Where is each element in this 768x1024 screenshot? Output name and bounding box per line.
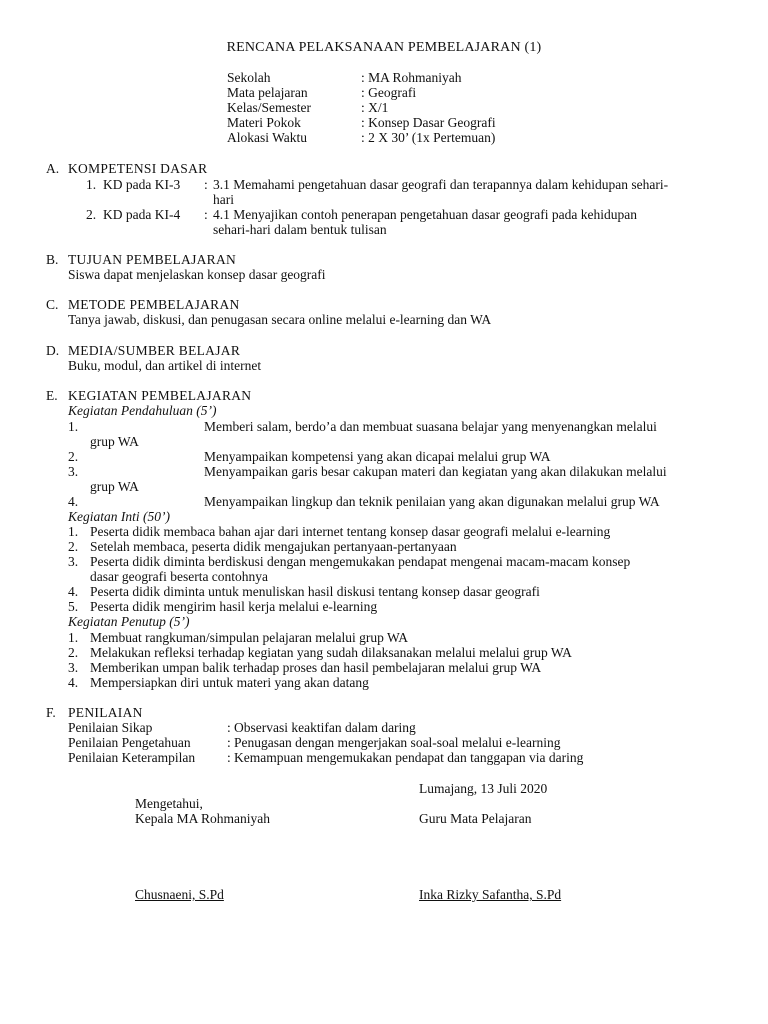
list-item: Melakukan refleksi terhadap kegiatan yang sudah dilaksanakan melalui melalui grup WA: [90, 645, 572, 660]
section-letter: B.: [46, 252, 59, 267]
section-letter: C.: [46, 297, 59, 312]
assessment-text: Observasi keaktifan dalam daring: [234, 720, 416, 735]
identity-value: : Konsep Dasar Geografi: [361, 115, 496, 130]
section-letter: E.: [46, 388, 58, 403]
assessment-label: Penilaian Sikap: [68, 720, 153, 735]
assessment-separator: :: [227, 720, 231, 735]
section-heading: KOMPETENSI DASAR: [68, 161, 208, 176]
list-number: 2.: [68, 449, 79, 464]
identity-label: Materi Pokok: [227, 115, 301, 130]
assessment-separator: :: [227, 750, 231, 765]
list-number: 1.: [68, 524, 79, 539]
teacher-name: Inka Rizky Safantha, S.Pd: [419, 887, 562, 902]
list-item: Peserta didik diminta untuk menuliskan hasil diskusi tentang konsep dasar geografi: [90, 584, 540, 599]
section-heading: PENILAIAN: [68, 705, 143, 720]
subsection-heading: Kegiatan Penutup (5’): [68, 614, 190, 629]
list-number: 3.: [68, 660, 79, 675]
list-item-continued: grup WA: [90, 434, 139, 449]
section-letter: A.: [46, 161, 60, 176]
list-number: 2.: [68, 645, 79, 660]
section-body: Buku, modul, dan artikel di internet: [68, 358, 262, 373]
assessment-label: Penilaian Keterampilan: [68, 750, 196, 765]
identity-value: : MA Rohmaniyah: [361, 70, 462, 85]
list-item: Mempersiapkan diri untuk materi yang akan datang: [90, 675, 369, 690]
list-item: Setelah membaca, peserta didik mengajukan pertanyaan-pertanyaan: [90, 539, 457, 554]
assessment-text: Kemampuan mengemukakan pendapat dan tanggapan via daring: [234, 750, 584, 765]
kd-number: 2.: [86, 207, 97, 222]
kd-number: 1.: [86, 177, 97, 192]
place-date: Lumajang, 13 Juli 2020: [419, 781, 548, 796]
identity-value: : X/1: [361, 100, 389, 115]
identity-label: Alokasi Waktu: [227, 130, 308, 145]
section-heading: MEDIA/SUMBER BELAJAR: [68, 343, 241, 358]
section-letter: D.: [46, 343, 60, 358]
assessment-label: Penilaian Pengetahuan: [68, 735, 191, 750]
kd-text: 3.1 Memahami pengetahuan dasar geografi dan terapannya dalam kehidupan sehari-: [213, 177, 669, 192]
list-item-continued: grup WA: [90, 479, 139, 494]
list-item: Menyampaikan lingkup dan teknik penilaian yang akan digunakan melalui grup WA: [204, 494, 660, 509]
kd-separator: :: [204, 207, 208, 222]
kd-separator: :: [204, 177, 208, 192]
identity-label: Sekolah: [227, 70, 271, 85]
assessment-separator: :: [227, 735, 231, 750]
kd-text: 4.1 Menyajikan contoh penerapan pengetahuan dasar geografi pada kehidupan: [213, 207, 637, 222]
section-heading: KEGIATAN PEMBELAJARAN: [68, 388, 252, 403]
list-number: 4.: [68, 584, 79, 599]
list-number: 4.: [68, 494, 79, 509]
section-heading: METODE PEMBELAJARAN: [68, 297, 240, 312]
kd-label: KD pada KI-4: [103, 207, 181, 222]
section-body: Tanya jawab, diskusi, dan penugasan secara online melalui e-learning dan WA: [68, 312, 492, 327]
list-item: Memberi salam, berdo’a dan membuat suasana belajar yang menyenangkan melalui: [204, 419, 657, 434]
list-item: Menyampaikan kompetensi yang akan dicapai melalui grup WA: [204, 449, 551, 464]
identity-value: : 2 X 30’ (1x Pertemuan): [361, 130, 496, 145]
list-item-continued: dasar geografi beserta contohnya: [90, 569, 269, 584]
headmaster-name: Chusnaeni, S.Pd: [135, 887, 224, 902]
list-item: Memberikan umpan balik terhadap proses dan hasil pembelajaran melalui grup WA: [90, 660, 542, 675]
list-number: 1.: [68, 630, 79, 645]
list-number: 4.: [68, 675, 79, 690]
kd-text-continued: sehari-hari dalam bentuk tulisan: [213, 222, 387, 237]
list-item: Menyampaikan garis besar cakupan materi dan kegiatan yang akan dilakukan melalui: [204, 464, 667, 479]
section-heading: TUJUAN PEMBELAJARAN: [68, 252, 237, 267]
list-number: 2.: [68, 539, 79, 554]
identity-value: : Geografi: [361, 85, 417, 100]
kd-label: KD pada KI-3: [103, 177, 181, 192]
teacher-title: Guru Mata Pelajaran: [419, 811, 532, 826]
assessment-text: Penugasan dengan mengerjakan soal-soal melalui e-learning: [234, 735, 561, 750]
list-number: 5.: [68, 599, 79, 614]
acknowledged-label: Mengetahui,: [135, 796, 203, 811]
document-title: RENCANA PELAKSANAAN PEMBELAJARAN (1): [226, 40, 542, 55]
list-number: 1.: [68, 419, 79, 434]
identity-label: Kelas/Semester: [227, 100, 311, 115]
identity-label: Mata pelajaran: [227, 85, 308, 100]
kd-text-continued: hari: [213, 192, 234, 207]
list-item: Peserta didik mengirim hasil kerja melalui e-learning: [90, 599, 378, 614]
section-body: Siswa dapat menjelaskan konsep dasar geografi: [68, 267, 326, 282]
list-item: Peserta didik membaca bahan ajar dari internet tentang konsep dasar geografi melalui e-learning: [90, 524, 611, 539]
section-letter: F.: [46, 705, 56, 720]
list-number: 3.: [68, 464, 79, 479]
list-item: Peserta didik diminta berdiskusi dengan mengemukakan pendapat mengenai macam-macam konsep: [90, 554, 631, 569]
list-number: 3.: [68, 554, 79, 569]
subsection-heading: Kegiatan Pendahuluan (5’): [68, 403, 217, 418]
subsection-heading: Kegiatan Inti (50’): [68, 509, 170, 524]
list-item: Membuat rangkuman/simpulan pelajaran melalui grup WA: [90, 630, 409, 645]
headmaster-title: Kepala MA Rohmaniyah: [135, 811, 270, 826]
